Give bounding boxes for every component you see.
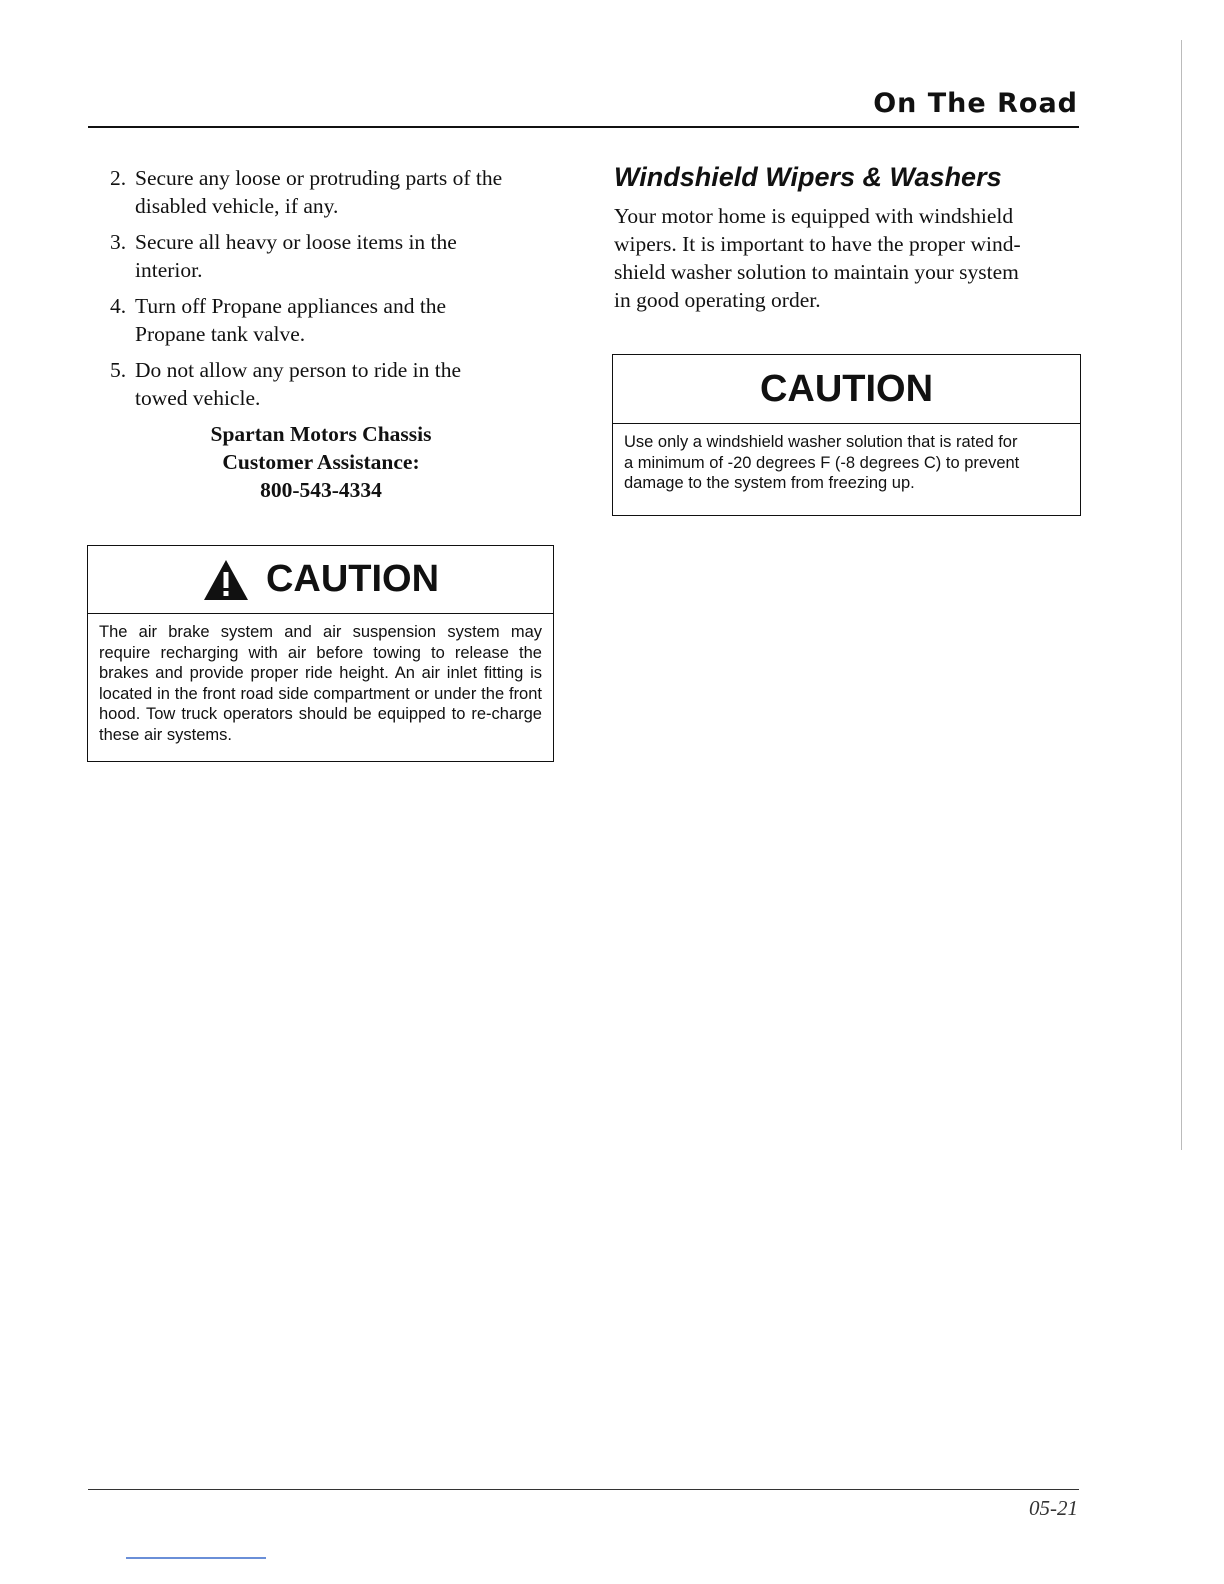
towing-steps-list — [110, 164, 560, 412]
step-text-line: Turn off Propane appliances and the — [135, 294, 447, 318]
step-number: 3. — [110, 230, 127, 254]
header-divider — [88, 126, 1079, 128]
caution-body: The air brake system and air suspension system may require recharging with air before towing to release the brakes and provide proper ride height. An air inlet fitting is located in the front road side compartment or under the front hood. Tow truck operators should be equipped to re-charge these air systems. — [99, 623, 542, 744]
step-text-line: towed vehicle. — [135, 386, 261, 410]
paragraph-line: in good operating order. — [614, 288, 821, 312]
step-number: 2. — [110, 166, 127, 190]
towing-steps-column — [110, 164, 560, 420]
paragraph-line: wipers. It is important to have the proper wind- — [614, 232, 1021, 256]
scan-artifact-line — [126, 1557, 266, 1559]
caution-body-line: damage to the system from freezing up. — [624, 474, 915, 493]
step-text-line: Secure any loose or protruding parts of the — [135, 166, 503, 190]
assistance-line: Spartan Motors Chassis — [210, 422, 432, 446]
section-header-title: On The Road — [873, 88, 1078, 119]
step-text-line: interior. — [135, 258, 203, 282]
warning-triangle-icon — [202, 558, 250, 602]
washer-caution-box — [612, 354, 1081, 516]
step-item — [110, 356, 560, 412]
assistance-phone: 800-543-4334 — [260, 478, 382, 502]
page-number: 05-21 — [1029, 1496, 1078, 1520]
caution-title: CAUTION — [759, 367, 934, 410]
air-brake-caution-box — [87, 545, 554, 762]
step-number: 4. — [110, 294, 127, 318]
scan-margin-line — [1181, 40, 1182, 1150]
step-text-line: Propane tank valve. — [135, 322, 306, 346]
paragraph-line: shield washer solution to maintain your system — [614, 260, 1019, 284]
footer-divider — [88, 1489, 1079, 1490]
step-item — [110, 292, 560, 348]
caution-header — [88, 546, 553, 614]
step-text-line: disabled vehicle, if any. — [135, 194, 339, 218]
wipers-paragraph — [614, 202, 1076, 314]
step-item — [110, 164, 560, 220]
step-number: 5. — [110, 358, 127, 382]
step-text-line: Secure all heavy or loose items in the — [135, 230, 457, 254]
caution-header — [613, 355, 1080, 424]
customer-assistance-block — [88, 420, 554, 504]
caution-title: CAUTION — [265, 558, 440, 600]
caution-body-line: a minimum of -20 degrees F (-8 degrees C) to prevent — [624, 453, 1020, 472]
caution-body — [613, 424, 1080, 504]
wipers-heading: Windshield Wipers & Washers — [614, 162, 1002, 192]
assistance-line: Customer Assistance: — [222, 450, 420, 474]
paragraph-line: Your motor home is equipped with windshield — [614, 204, 1014, 228]
caution-body-line: Use only a windshield washer solution that is rated for — [624, 433, 1018, 451]
step-item — [110, 228, 560, 284]
step-text-line: Do not allow any person to ride in the — [135, 358, 462, 382]
